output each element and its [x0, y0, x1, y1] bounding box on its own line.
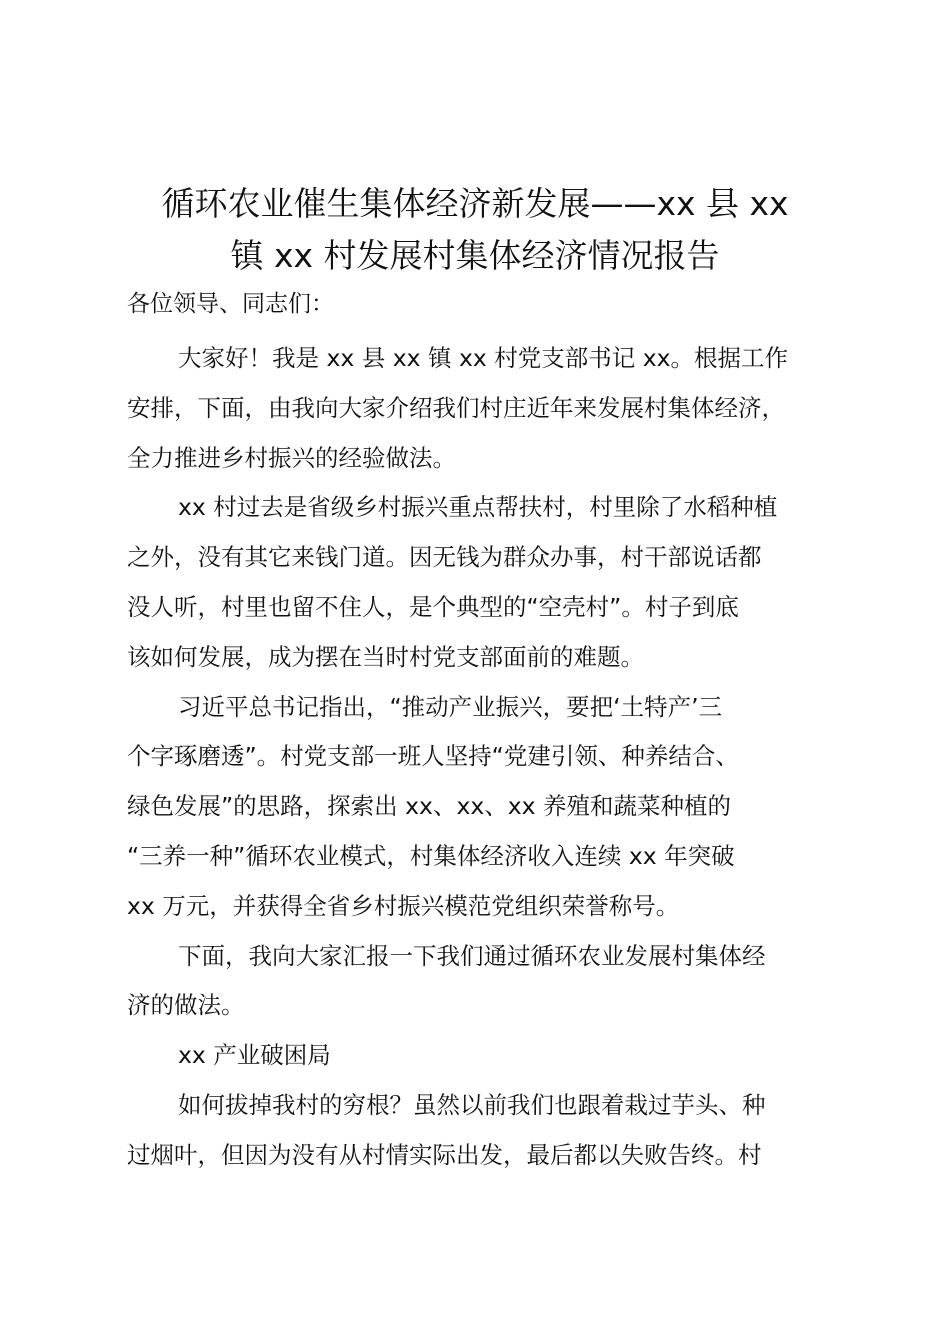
paragraph-line: xx 万元，并获得全省乡村振兴模范党组织荣誉称号。 — [127, 891, 680, 920]
paragraph-line: 绿色发展”的思路，探索出 xx、xx、xx 养殖和蔬菜种植的 — [127, 792, 732, 821]
paragraph-line: 下面，我向大家汇报一下我们通过循环农业发展村集体经 — [178, 941, 766, 970]
paragraph-line: 之外，没有其它来钱门道。因无钱为群众办事，村干部说话都 — [127, 543, 762, 572]
title-line: 循环农业催生集体经济新发展——xx 县 xx — [161, 184, 789, 223]
greeting: 各位领导、同志们： — [127, 291, 334, 317]
document-title — [0, 178, 950, 282]
paragraph-line: xx 村过去是省级乡村振兴重点帮扶村，村里除了水稻种植 — [178, 493, 778, 522]
paragraph-line: “三养一种”循环农业模式，村集体经济收入连续 xx 年突破 — [127, 841, 735, 870]
title-line: 镇 xx 村发展村集体经济情况报告 — [230, 236, 720, 275]
section-heading: xx 产业破困局 — [178, 1041, 331, 1070]
paragraph-line: 大家好！我是 xx 县 xx 镇 xx 村党支部书记 xx。根据工作 — [178, 344, 789, 372]
paragraph-line: 没人听，村里也留不住人，是个典型的“空壳村”。村子到底 — [127, 592, 739, 621]
paragraph-line: 过烟叶，但因为没有从村情实际出发，最后都以失败告终。村 — [127, 1140, 762, 1169]
paragraph-line: 个字琢磨透”。村党支部一班人坚持“党建引领、种养结合、 — [127, 742, 739, 771]
paragraph-line: 习近平总书记指出，“推动产业振兴，要把‘土特产’三 — [178, 692, 723, 721]
paragraph-line: 全力推进乡村振兴的经验做法。 — [127, 443, 456, 472]
paragraph-line: 济的做法。 — [127, 991, 245, 1020]
paragraph-line: 安排，下面，由我向大家介绍我们村庄近年来发展村集体经济， — [127, 393, 785, 422]
paragraph-line: 该如何发展，成为摆在当时村党支部面前的难题。 — [127, 642, 644, 671]
document-body — [127, 334, 857, 1181]
paragraph-line: 如何拔掉我村的穷根？虽然以前我们也跟着栽过芋头、种 — [178, 1090, 766, 1119]
